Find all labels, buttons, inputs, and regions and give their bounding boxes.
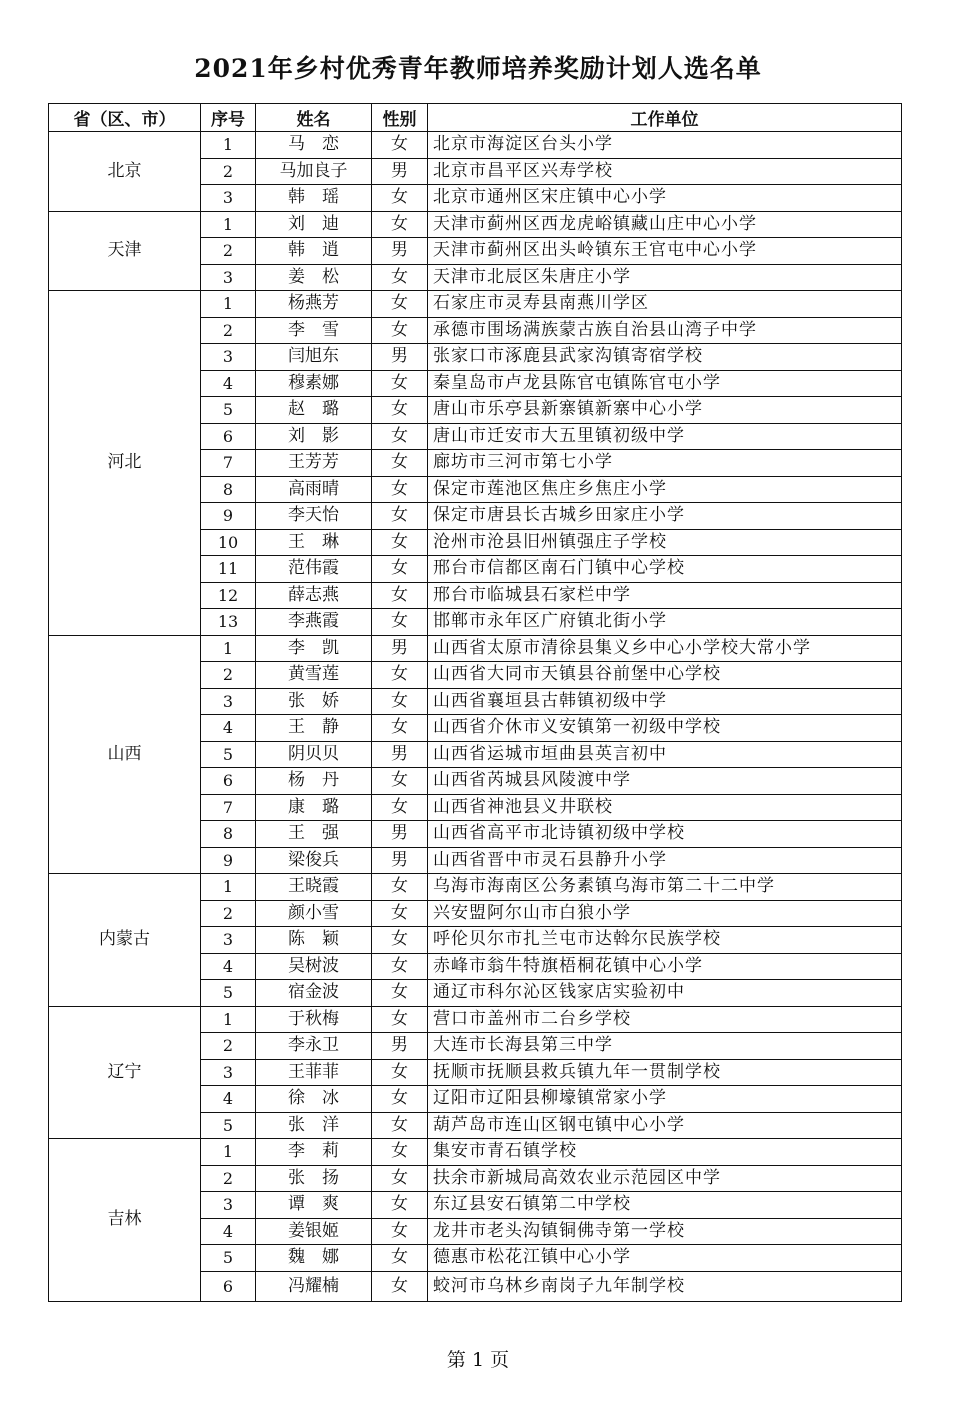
teacher-name: 魏 娜 bbox=[256, 1245, 372, 1272]
teacher-name: 于秋梅 bbox=[256, 1006, 372, 1033]
work-unit: 兴安盟阿尔山市白狼小学 bbox=[428, 900, 902, 927]
work-unit: 山西省大同市天镇县谷前堡中心学校 bbox=[428, 662, 902, 689]
teacher-name: 杨燕芳 bbox=[256, 291, 372, 318]
work-unit: 东辽县安石镇第二中学校 bbox=[428, 1192, 902, 1219]
teacher-sex: 女 bbox=[372, 874, 428, 901]
teacher-sex: 女 bbox=[372, 1245, 428, 1272]
header-no: 序号 bbox=[201, 104, 256, 132]
work-unit: 邢台市临城县石家栏中学 bbox=[428, 582, 902, 609]
teacher-name: 马 恋 bbox=[256, 132, 372, 159]
work-unit: 天津市蓟州区出头岭镇东王官屯中心小学 bbox=[428, 238, 902, 265]
teacher-name: 黄雪莲 bbox=[256, 662, 372, 689]
row-number: 5 bbox=[201, 1245, 256, 1272]
work-unit: 唐山市乐亭县新寨镇新寨中心小学 bbox=[428, 397, 902, 424]
table-row bbox=[49, 1139, 902, 1166]
teacher-name: 张 洋 bbox=[256, 1112, 372, 1139]
province-cell: 内蒙古 bbox=[49, 874, 201, 1007]
row-number: 10 bbox=[201, 529, 256, 556]
row-number: 1 bbox=[201, 635, 256, 662]
teacher-sex: 女 bbox=[372, 582, 428, 609]
teacher-sex: 女 bbox=[372, 291, 428, 318]
row-number: 3 bbox=[201, 1192, 256, 1219]
teacher-sex: 女 bbox=[372, 132, 428, 159]
teacher-name: 薛志燕 bbox=[256, 582, 372, 609]
province-cell: 河北 bbox=[49, 291, 201, 636]
teacher-sex: 女 bbox=[372, 450, 428, 477]
work-unit: 北京市通州区宋庄镇中心小学 bbox=[428, 185, 902, 212]
row-number: 4 bbox=[201, 953, 256, 980]
teacher-sex: 女 bbox=[372, 1059, 428, 1086]
teacher-name: 王菲菲 bbox=[256, 1059, 372, 1086]
teacher-name: 高雨晴 bbox=[256, 476, 372, 503]
teacher-name: 王 静 bbox=[256, 715, 372, 742]
teacher-sex: 女 bbox=[372, 1165, 428, 1192]
row-number: 3 bbox=[201, 185, 256, 212]
row-number: 1 bbox=[201, 291, 256, 318]
teacher-sex: 女 bbox=[372, 1139, 428, 1166]
work-unit: 营口市盖州市二台乡学校 bbox=[428, 1006, 902, 1033]
row-number: 2 bbox=[201, 900, 256, 927]
work-unit: 石家庄市灵寿县南燕川学区 bbox=[428, 291, 902, 318]
teacher-name: 王 琳 bbox=[256, 529, 372, 556]
teacher-name: 李 莉 bbox=[256, 1139, 372, 1166]
work-unit: 唐山市迁安市大五里镇初级中学 bbox=[428, 423, 902, 450]
teacher-name: 颜小雪 bbox=[256, 900, 372, 927]
work-unit: 山西省神池县义井联校 bbox=[428, 794, 902, 821]
teacher-name: 姜银姬 bbox=[256, 1218, 372, 1245]
work-unit: 山西省高平市北诗镇初级中学校 bbox=[428, 821, 902, 848]
work-unit: 保定市莲池区焦庄乡焦庄小学 bbox=[428, 476, 902, 503]
row-number: 6 bbox=[201, 1271, 256, 1301]
teacher-name: 阴贝贝 bbox=[256, 741, 372, 768]
teacher-name: 王晓霞 bbox=[256, 874, 372, 901]
work-unit: 通辽市科尔沁区钱家店实验初中 bbox=[428, 980, 902, 1007]
work-unit: 扶余市新城局高效农业示范园区中学 bbox=[428, 1165, 902, 1192]
teacher-sex: 女 bbox=[372, 980, 428, 1007]
teacher-sex: 女 bbox=[372, 423, 428, 450]
work-unit: 山西省襄垣县古韩镇初级中学 bbox=[428, 688, 902, 715]
work-unit: 山西省芮城县风陵渡中学 bbox=[428, 768, 902, 795]
table-header-row bbox=[49, 104, 902, 132]
work-unit: 葫芦岛市连山区钢屯镇中心小学 bbox=[428, 1112, 902, 1139]
header-province: 省（区、市） bbox=[49, 104, 201, 132]
row-number: 4 bbox=[201, 1218, 256, 1245]
row-number: 8 bbox=[201, 821, 256, 848]
row-number: 5 bbox=[201, 397, 256, 424]
teacher-sex: 女 bbox=[372, 1112, 428, 1139]
teacher-name: 张 扬 bbox=[256, 1165, 372, 1192]
teacher-sex: 女 bbox=[372, 185, 428, 212]
row-number: 3 bbox=[201, 264, 256, 291]
teacher-name: 李永卫 bbox=[256, 1033, 372, 1060]
teacher-sex: 女 bbox=[372, 1271, 428, 1301]
table-row bbox=[49, 291, 902, 318]
header-unit: 工作单位 bbox=[428, 104, 902, 132]
teacher-sex: 女 bbox=[372, 1006, 428, 1033]
work-unit: 天津市蓟州区西龙虎峪镇藏山庄中心小学 bbox=[428, 211, 902, 238]
teacher-sex: 女 bbox=[372, 1192, 428, 1219]
work-unit: 沧州市沧县旧州镇强庄子学校 bbox=[428, 529, 902, 556]
teacher-name: 陈 颖 bbox=[256, 927, 372, 954]
teacher-name: 梁俊兵 bbox=[256, 847, 372, 874]
header-sex: 性别 bbox=[372, 104, 428, 132]
work-unit: 辽阳市辽阳县柳壕镇常家小学 bbox=[428, 1086, 902, 1113]
teacher-name: 刘 迪 bbox=[256, 211, 372, 238]
row-number: 2 bbox=[201, 317, 256, 344]
work-unit: 山西省介休市义安镇第一初级中学校 bbox=[428, 715, 902, 742]
row-number: 6 bbox=[201, 423, 256, 450]
row-number: 3 bbox=[201, 1059, 256, 1086]
work-unit: 龙井市老头沟镇铜佛寺第一学校 bbox=[428, 1218, 902, 1245]
teacher-sex: 女 bbox=[372, 662, 428, 689]
table-row bbox=[49, 874, 902, 901]
row-number: 5 bbox=[201, 980, 256, 1007]
teacher-name: 王芳芳 bbox=[256, 450, 372, 477]
work-unit: 呼伦贝尔市扎兰屯市达斡尔民族学校 bbox=[428, 927, 902, 954]
row-number: 1 bbox=[201, 132, 256, 159]
work-unit: 邯郸市永年区广府镇北街小学 bbox=[428, 609, 902, 636]
teacher-sex: 男 bbox=[372, 238, 428, 265]
teacher-sex: 女 bbox=[372, 1218, 428, 1245]
work-unit: 天津市北辰区朱唐庄小学 bbox=[428, 264, 902, 291]
province-cell: 山西 bbox=[49, 635, 201, 874]
teacher-name: 吴树波 bbox=[256, 953, 372, 980]
teacher-sex: 女 bbox=[372, 556, 428, 583]
teacher-name: 赵 璐 bbox=[256, 397, 372, 424]
row-number: 6 bbox=[201, 768, 256, 795]
teacher-name: 杨 丹 bbox=[256, 768, 372, 795]
teacher-sex: 女 bbox=[372, 688, 428, 715]
row-number: 3 bbox=[201, 688, 256, 715]
teacher-name: 李 凯 bbox=[256, 635, 372, 662]
teacher-name: 闫旭东 bbox=[256, 344, 372, 371]
province-cell: 辽宁 bbox=[49, 1006, 201, 1139]
teacher-name: 韩 瑶 bbox=[256, 185, 372, 212]
work-unit: 集安市青石镇学校 bbox=[428, 1139, 902, 1166]
teacher-sex: 女 bbox=[372, 476, 428, 503]
row-number: 13 bbox=[201, 609, 256, 636]
row-number: 7 bbox=[201, 450, 256, 477]
teacher-name: 穆素娜 bbox=[256, 370, 372, 397]
row-number: 4 bbox=[201, 1086, 256, 1113]
table-row bbox=[49, 132, 902, 159]
province-cell: 吉林 bbox=[49, 1139, 201, 1302]
work-unit: 邢台市信都区南石门镇中心学校 bbox=[428, 556, 902, 583]
teacher-sex: 女 bbox=[372, 317, 428, 344]
row-number: 2 bbox=[201, 238, 256, 265]
teacher-sex: 女 bbox=[372, 715, 428, 742]
teacher-sex: 男 bbox=[372, 635, 428, 662]
row-number: 5 bbox=[201, 741, 256, 768]
page-title: 2021年乡村优秀青年教师培养奖励计划人选名单 bbox=[194, 54, 762, 83]
teacher-sex: 女 bbox=[372, 953, 428, 980]
teacher-name: 马加良子 bbox=[256, 158, 372, 185]
teacher-sex: 女 bbox=[372, 927, 428, 954]
teacher-sex: 女 bbox=[372, 529, 428, 556]
work-unit: 蛟河市乌林乡南岗子九年制学校 bbox=[428, 1271, 902, 1301]
teacher-sex: 男 bbox=[372, 344, 428, 371]
teacher-name: 韩 逍 bbox=[256, 238, 372, 265]
work-unit: 山西省运城市垣曲县英言初中 bbox=[428, 741, 902, 768]
teacher-name: 康 璐 bbox=[256, 794, 372, 821]
teacher-sex: 女 bbox=[372, 370, 428, 397]
row-number: 4 bbox=[201, 370, 256, 397]
teacher-sex: 女 bbox=[372, 397, 428, 424]
row-number: 9 bbox=[201, 847, 256, 874]
work-unit: 承德市围场满族蒙古族自治县山湾子中学 bbox=[428, 317, 902, 344]
row-number: 1 bbox=[201, 211, 256, 238]
row-number: 5 bbox=[201, 1112, 256, 1139]
table-body bbox=[49, 132, 902, 1302]
teacher-name: 姜 松 bbox=[256, 264, 372, 291]
work-unit: 乌海市海南区公务素镇乌海市第二十二中学 bbox=[428, 874, 902, 901]
row-number: 11 bbox=[201, 556, 256, 583]
header-name: 姓名 bbox=[256, 104, 372, 132]
teacher-sex: 男 bbox=[372, 1033, 428, 1060]
work-unit: 大连市长海县第三中学 bbox=[428, 1033, 902, 1060]
work-unit: 山西省晋中市灵石县静升小学 bbox=[428, 847, 902, 874]
teacher-name: 李天怡 bbox=[256, 503, 372, 530]
row-number: 1 bbox=[201, 1006, 256, 1033]
teacher-name: 张 娇 bbox=[256, 688, 372, 715]
teacher-sex: 男 bbox=[372, 741, 428, 768]
row-number: 3 bbox=[201, 927, 256, 954]
row-number: 2 bbox=[201, 158, 256, 185]
row-number: 2 bbox=[201, 1165, 256, 1192]
row-number: 7 bbox=[201, 794, 256, 821]
page-number: 第 1 页 bbox=[446, 1349, 510, 1371]
teacher-sex: 男 bbox=[372, 847, 428, 874]
row-number: 8 bbox=[201, 476, 256, 503]
work-unit: 廊坊市三河市第七小学 bbox=[428, 450, 902, 477]
row-number: 1 bbox=[201, 874, 256, 901]
teacher-sex: 女 bbox=[372, 794, 428, 821]
work-unit: 北京市昌平区兴寿学校 bbox=[428, 158, 902, 185]
row-number: 1 bbox=[201, 1139, 256, 1166]
province-cell: 北京 bbox=[49, 132, 201, 212]
work-unit: 保定市唐县长古城乡田家庄小学 bbox=[428, 503, 902, 530]
row-number: 12 bbox=[201, 582, 256, 609]
teacher-name: 宿金波 bbox=[256, 980, 372, 1007]
teacher-name: 刘 影 bbox=[256, 423, 372, 450]
teacher-sex: 女 bbox=[372, 264, 428, 291]
teacher-name: 谭 爽 bbox=[256, 1192, 372, 1219]
province-cell: 天津 bbox=[49, 211, 201, 291]
candidate-table bbox=[48, 103, 902, 1302]
work-unit: 德惠市松花江镇中心小学 bbox=[428, 1245, 902, 1272]
row-number: 2 bbox=[201, 662, 256, 689]
work-unit: 张家口市涿鹿县武家沟镇寄宿学校 bbox=[428, 344, 902, 371]
teacher-name: 徐 冰 bbox=[256, 1086, 372, 1113]
table-row bbox=[49, 635, 902, 662]
teacher-sex: 女 bbox=[372, 211, 428, 238]
teacher-name: 冯耀楠 bbox=[256, 1271, 372, 1301]
teacher-sex: 女 bbox=[372, 768, 428, 795]
work-unit: 赤峰市翁牛特旗梧桐花镇中心小学 bbox=[428, 953, 902, 980]
row-number: 9 bbox=[201, 503, 256, 530]
work-unit: 抚顺市抚顺县救兵镇九年一贯制学校 bbox=[428, 1059, 902, 1086]
teacher-sex: 女 bbox=[372, 609, 428, 636]
row-number: 2 bbox=[201, 1033, 256, 1060]
table-row bbox=[49, 1006, 902, 1033]
row-number: 3 bbox=[201, 344, 256, 371]
teacher-name: 王 强 bbox=[256, 821, 372, 848]
work-unit: 北京市海淀区台头小学 bbox=[428, 132, 902, 159]
work-unit: 山西省太原市清徐县集义乡中心小学校大常小学 bbox=[428, 635, 902, 662]
row-number: 4 bbox=[201, 715, 256, 742]
teacher-name: 李燕霞 bbox=[256, 609, 372, 636]
work-unit: 秦皇岛市卢龙县陈官屯镇陈官屯小学 bbox=[428, 370, 902, 397]
teacher-sex: 女 bbox=[372, 900, 428, 927]
teacher-sex: 男 bbox=[372, 158, 428, 185]
teacher-sex: 女 bbox=[372, 503, 428, 530]
teacher-name: 范伟霞 bbox=[256, 556, 372, 583]
teacher-name: 李 雪 bbox=[256, 317, 372, 344]
teacher-sex: 男 bbox=[372, 821, 428, 848]
teacher-sex: 女 bbox=[372, 1086, 428, 1113]
table-row bbox=[49, 211, 902, 238]
